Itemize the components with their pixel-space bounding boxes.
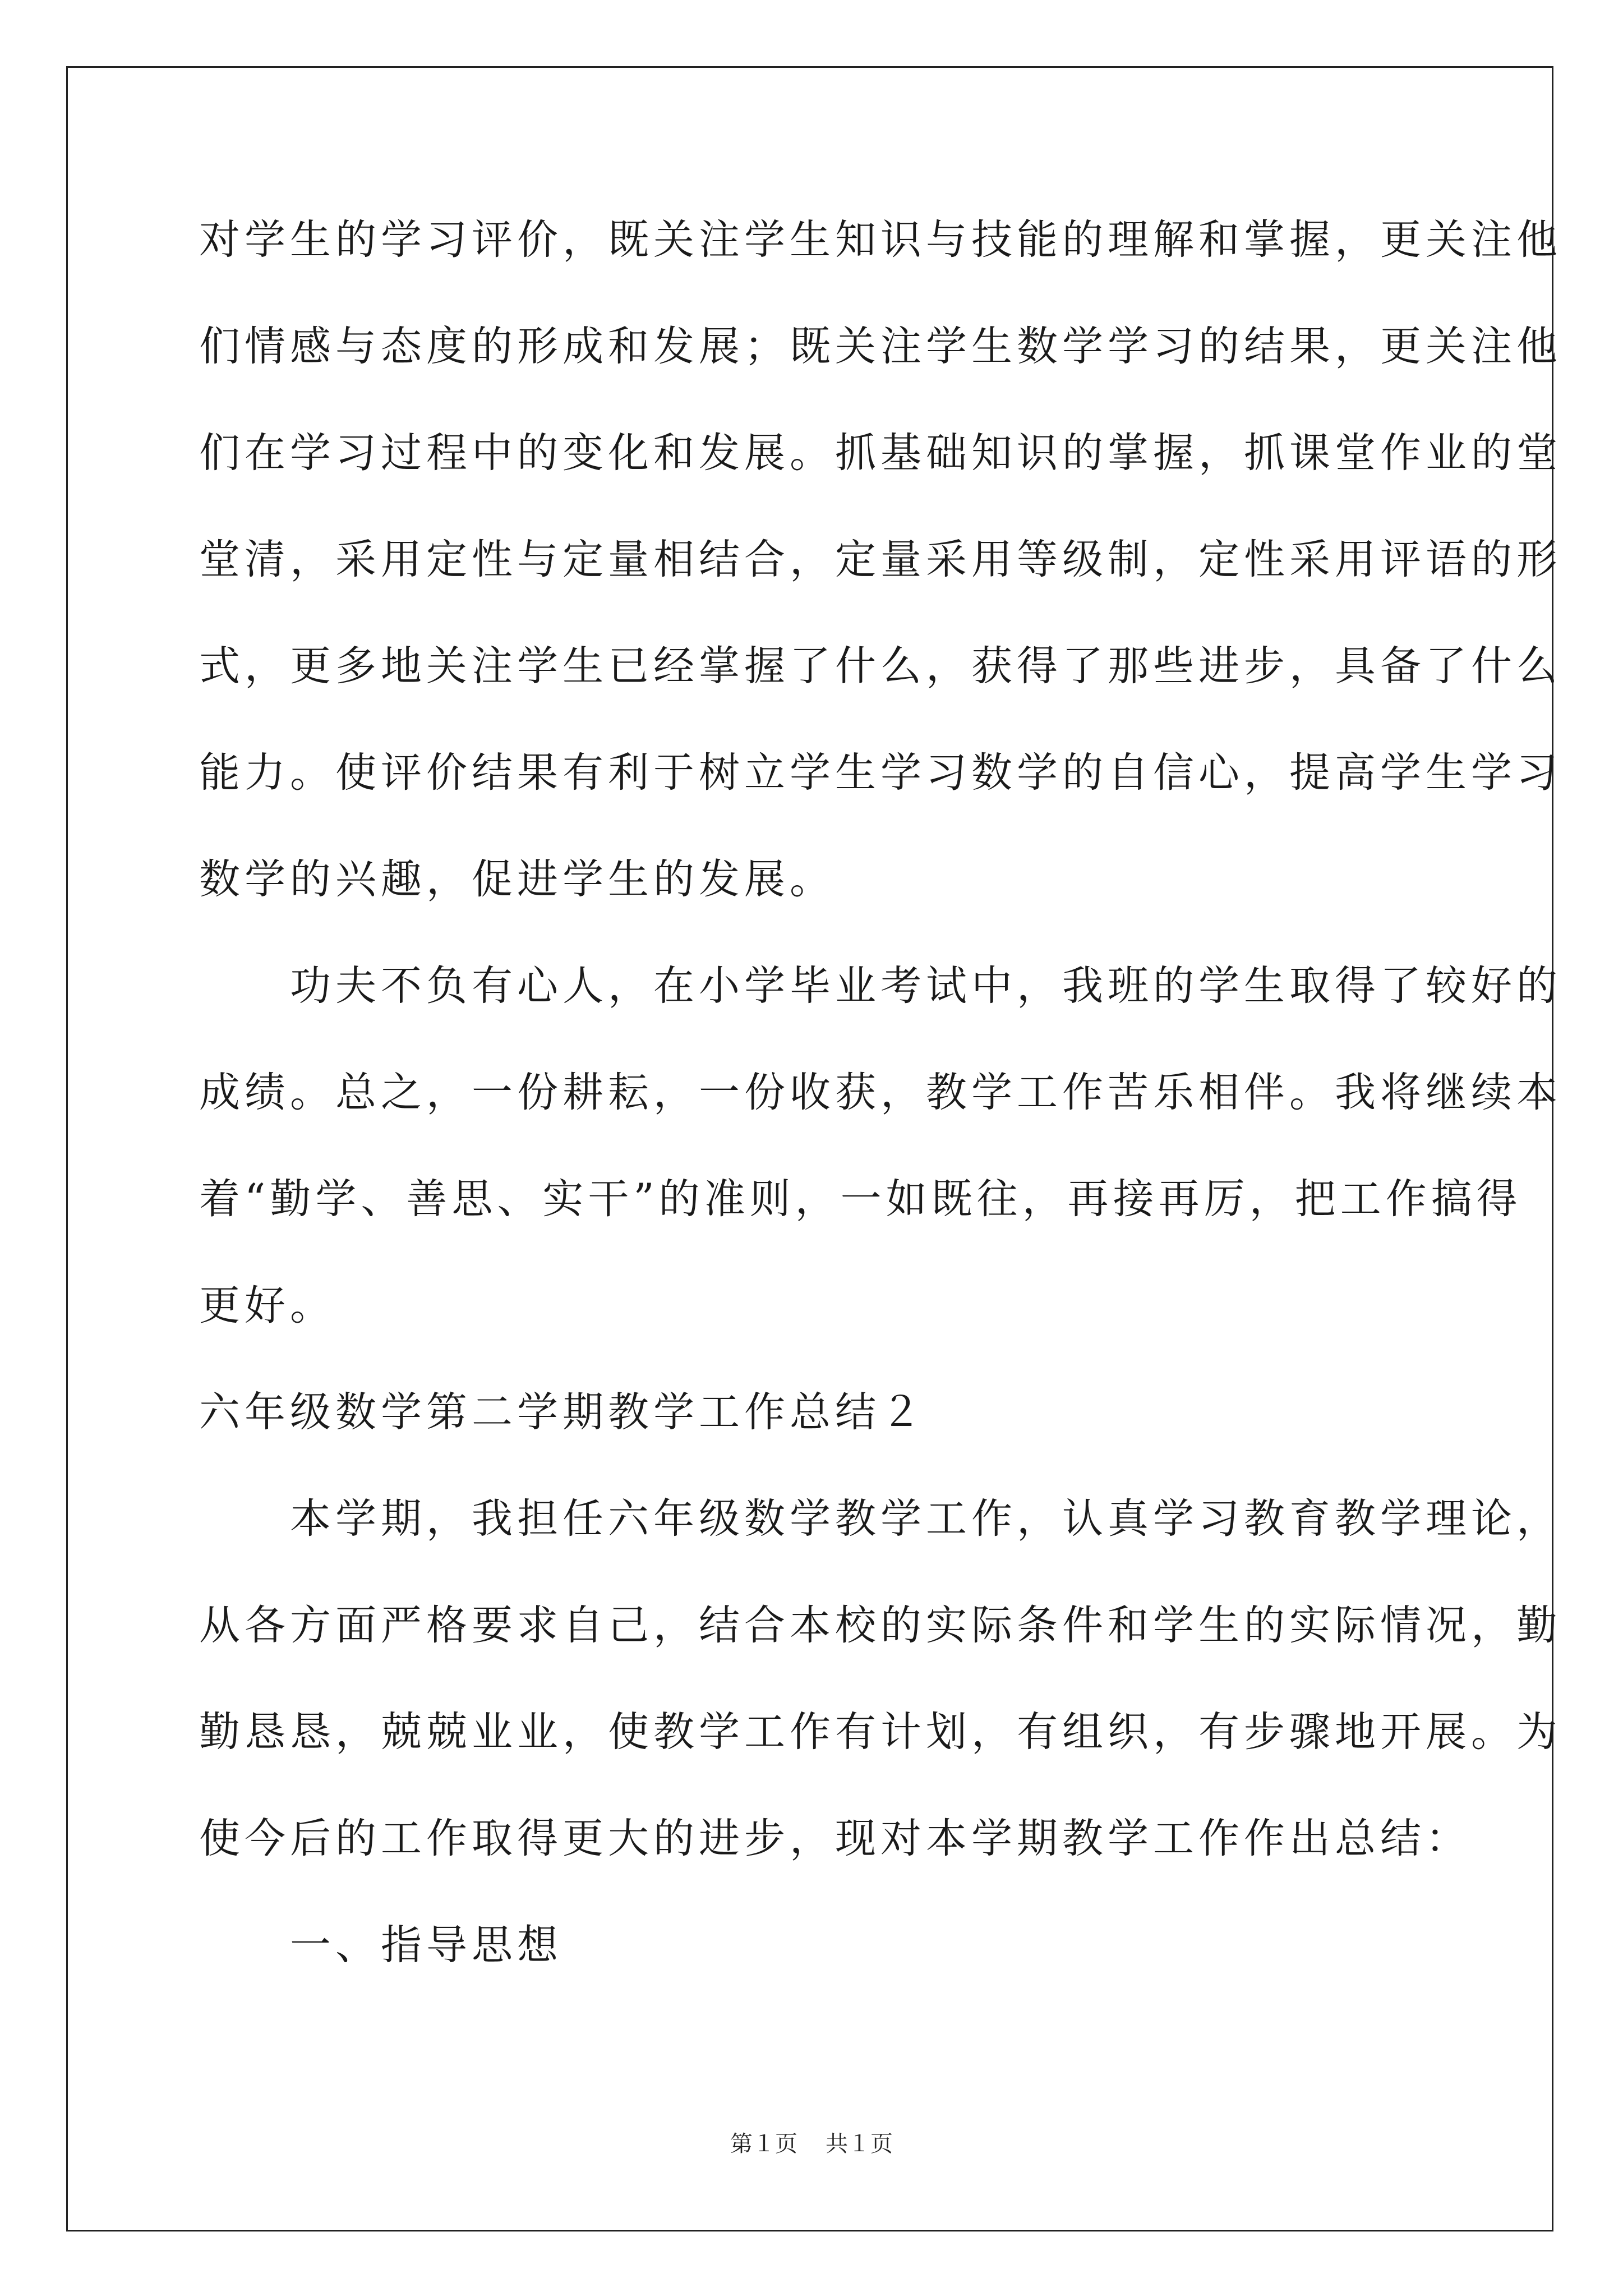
text-line: 们情感与态度的形成和发展；既关注学生数学学习的结果，更关注他 (199, 323, 1562, 370)
page-footer (0, 2126, 1623, 2158)
text-line: 能力。使评价结果有利于树立学生学习数学的自信心，提高学生学习 (199, 749, 1562, 797)
text-line: 成绩。总之，一份耕耘，一份收获，教学工作苦乐相伴。我将继续本 (199, 1069, 1562, 1116)
text-line: 对学生的学习评价，既关注学生知识与技能的理解和掌握，更关注他 (199, 216, 1562, 264)
text-line: 勤恳恳，兢兢业业，使教学工作有计划，有组织，有步骤地开展。为 (199, 1708, 1562, 1756)
page-total: 共１页 (826, 2131, 893, 2156)
text-line: 使今后的工作取得更大的进步，现对本学期教学工作作出总结： (199, 1815, 1471, 1862)
text-line: 们在学习过程中的变化和发展。抓基础知识的掌握，抓课堂作业的堂 (199, 429, 1562, 477)
page-number: 第１页 (730, 2131, 797, 2156)
subsection-heading: 一、指导思想 (199, 1921, 562, 1969)
text-line: 从各方面严格要求自己，结合本校的实际条件和学生的实际情况，勤 (199, 1602, 1562, 1649)
text-line: 堂清，采用定性与定量相结合，定量采用等级制，定性采用评语的形 (199, 536, 1562, 583)
text-line: 数学的兴趣，促进学生的发展。 (199, 855, 835, 903)
text-line: 着“勤学、善思、实干”的准则，一如既往，再接再厉，把工作搞得 (199, 1175, 1522, 1223)
document-body (199, 212, 1562, 2024)
section-heading: 六年级数学第二学期教学工作总结２ (199, 1388, 926, 1436)
text-line: 功夫不负有心人，在小学毕业考试中，我班的学生取得了较好的 (199, 962, 1562, 1010)
text-line: 式，更多地关注学生已经掌握了什么，获得了那些进步，具备了什么 (199, 642, 1562, 690)
text-line: 本学期，我担任六年级数学教学工作，认真学习教育教学理论， (199, 1495, 1562, 1543)
text-line: 更好。 (199, 1282, 335, 1329)
